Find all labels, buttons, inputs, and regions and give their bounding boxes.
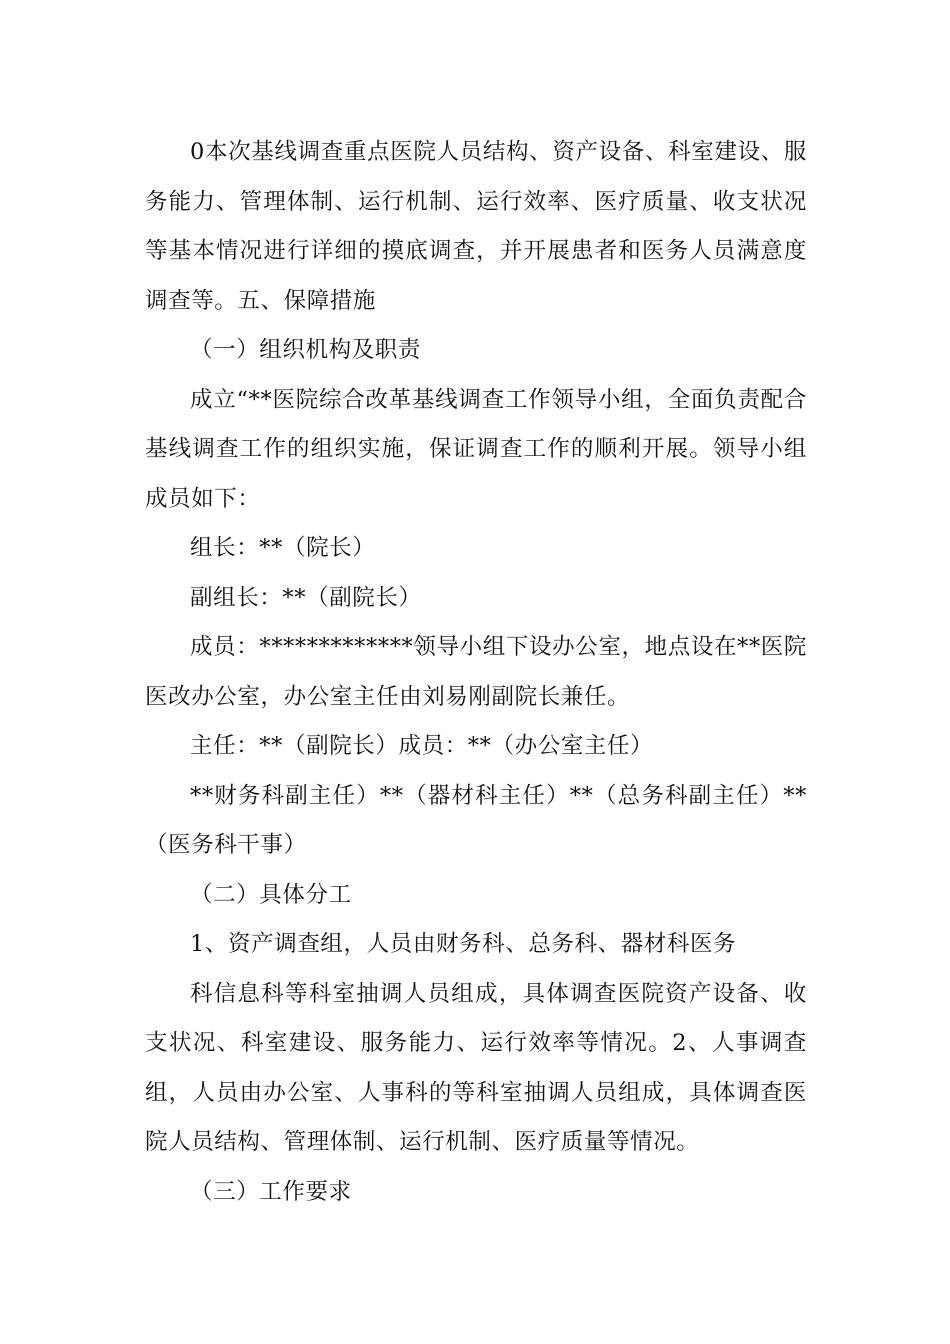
heading-organization: （一）组织机构及职责 xyxy=(190,337,422,363)
paragraph-asset-group-detail: 科信息科等科室抽调人员组成，具体调查医院资产设备、收支状况、科室建设、服务能力、运行效率等情况。2、人事调查组，人员由办公室、人事科的等科室抽调人员组成，具体调查医院人员结构、管理体制、运行机制、医疗质量等情况。 xyxy=(145,980,807,1155)
heading-division-of-labor: （二）具体分工 xyxy=(190,881,352,908)
heading-work-requirements: （三）工作要求 xyxy=(190,1178,352,1205)
paragraph-leading-group: 成立“**医院综合改革基线调查工作领导小组，全面负责配合基线调查工作的组织实施，保证调查工作的顺利开展。领导小组成员如下： xyxy=(145,386,807,512)
paragraph-director: 主任：**（副院长）成员：**（办公室主任） xyxy=(190,733,654,759)
paragraph-group-leader: 组长：**（院长） xyxy=(190,535,376,561)
paragraph-asset-group: 1、资产调查组，人员由财务科、总务科、器材科医务 xyxy=(190,931,737,957)
document-body xyxy=(145,128,807,1217)
paragraph-staff-list: **财务科副主任）**（器材科主任）**（总务科副主任）**（医务科干事） xyxy=(145,782,807,858)
paragraph-members: 成员：*************领导小组下设办公室，地点设在**医院医改办公室，办公室主任由刘易刚副院长兼任。 xyxy=(145,634,807,710)
paragraph-deputy-leader: 副组长：**（副院长） xyxy=(190,584,422,611)
paragraph-baseline-survey: 0本次基线调查重点医院人员结构、资产设备、科室建设、服务能力、管理体制、运行机制、运行效率、医疗质量、收支状况等基本情况进行详细的摸底调查，并开展患者和医务人员满意度调查等。五、保障措施 xyxy=(145,139,807,314)
